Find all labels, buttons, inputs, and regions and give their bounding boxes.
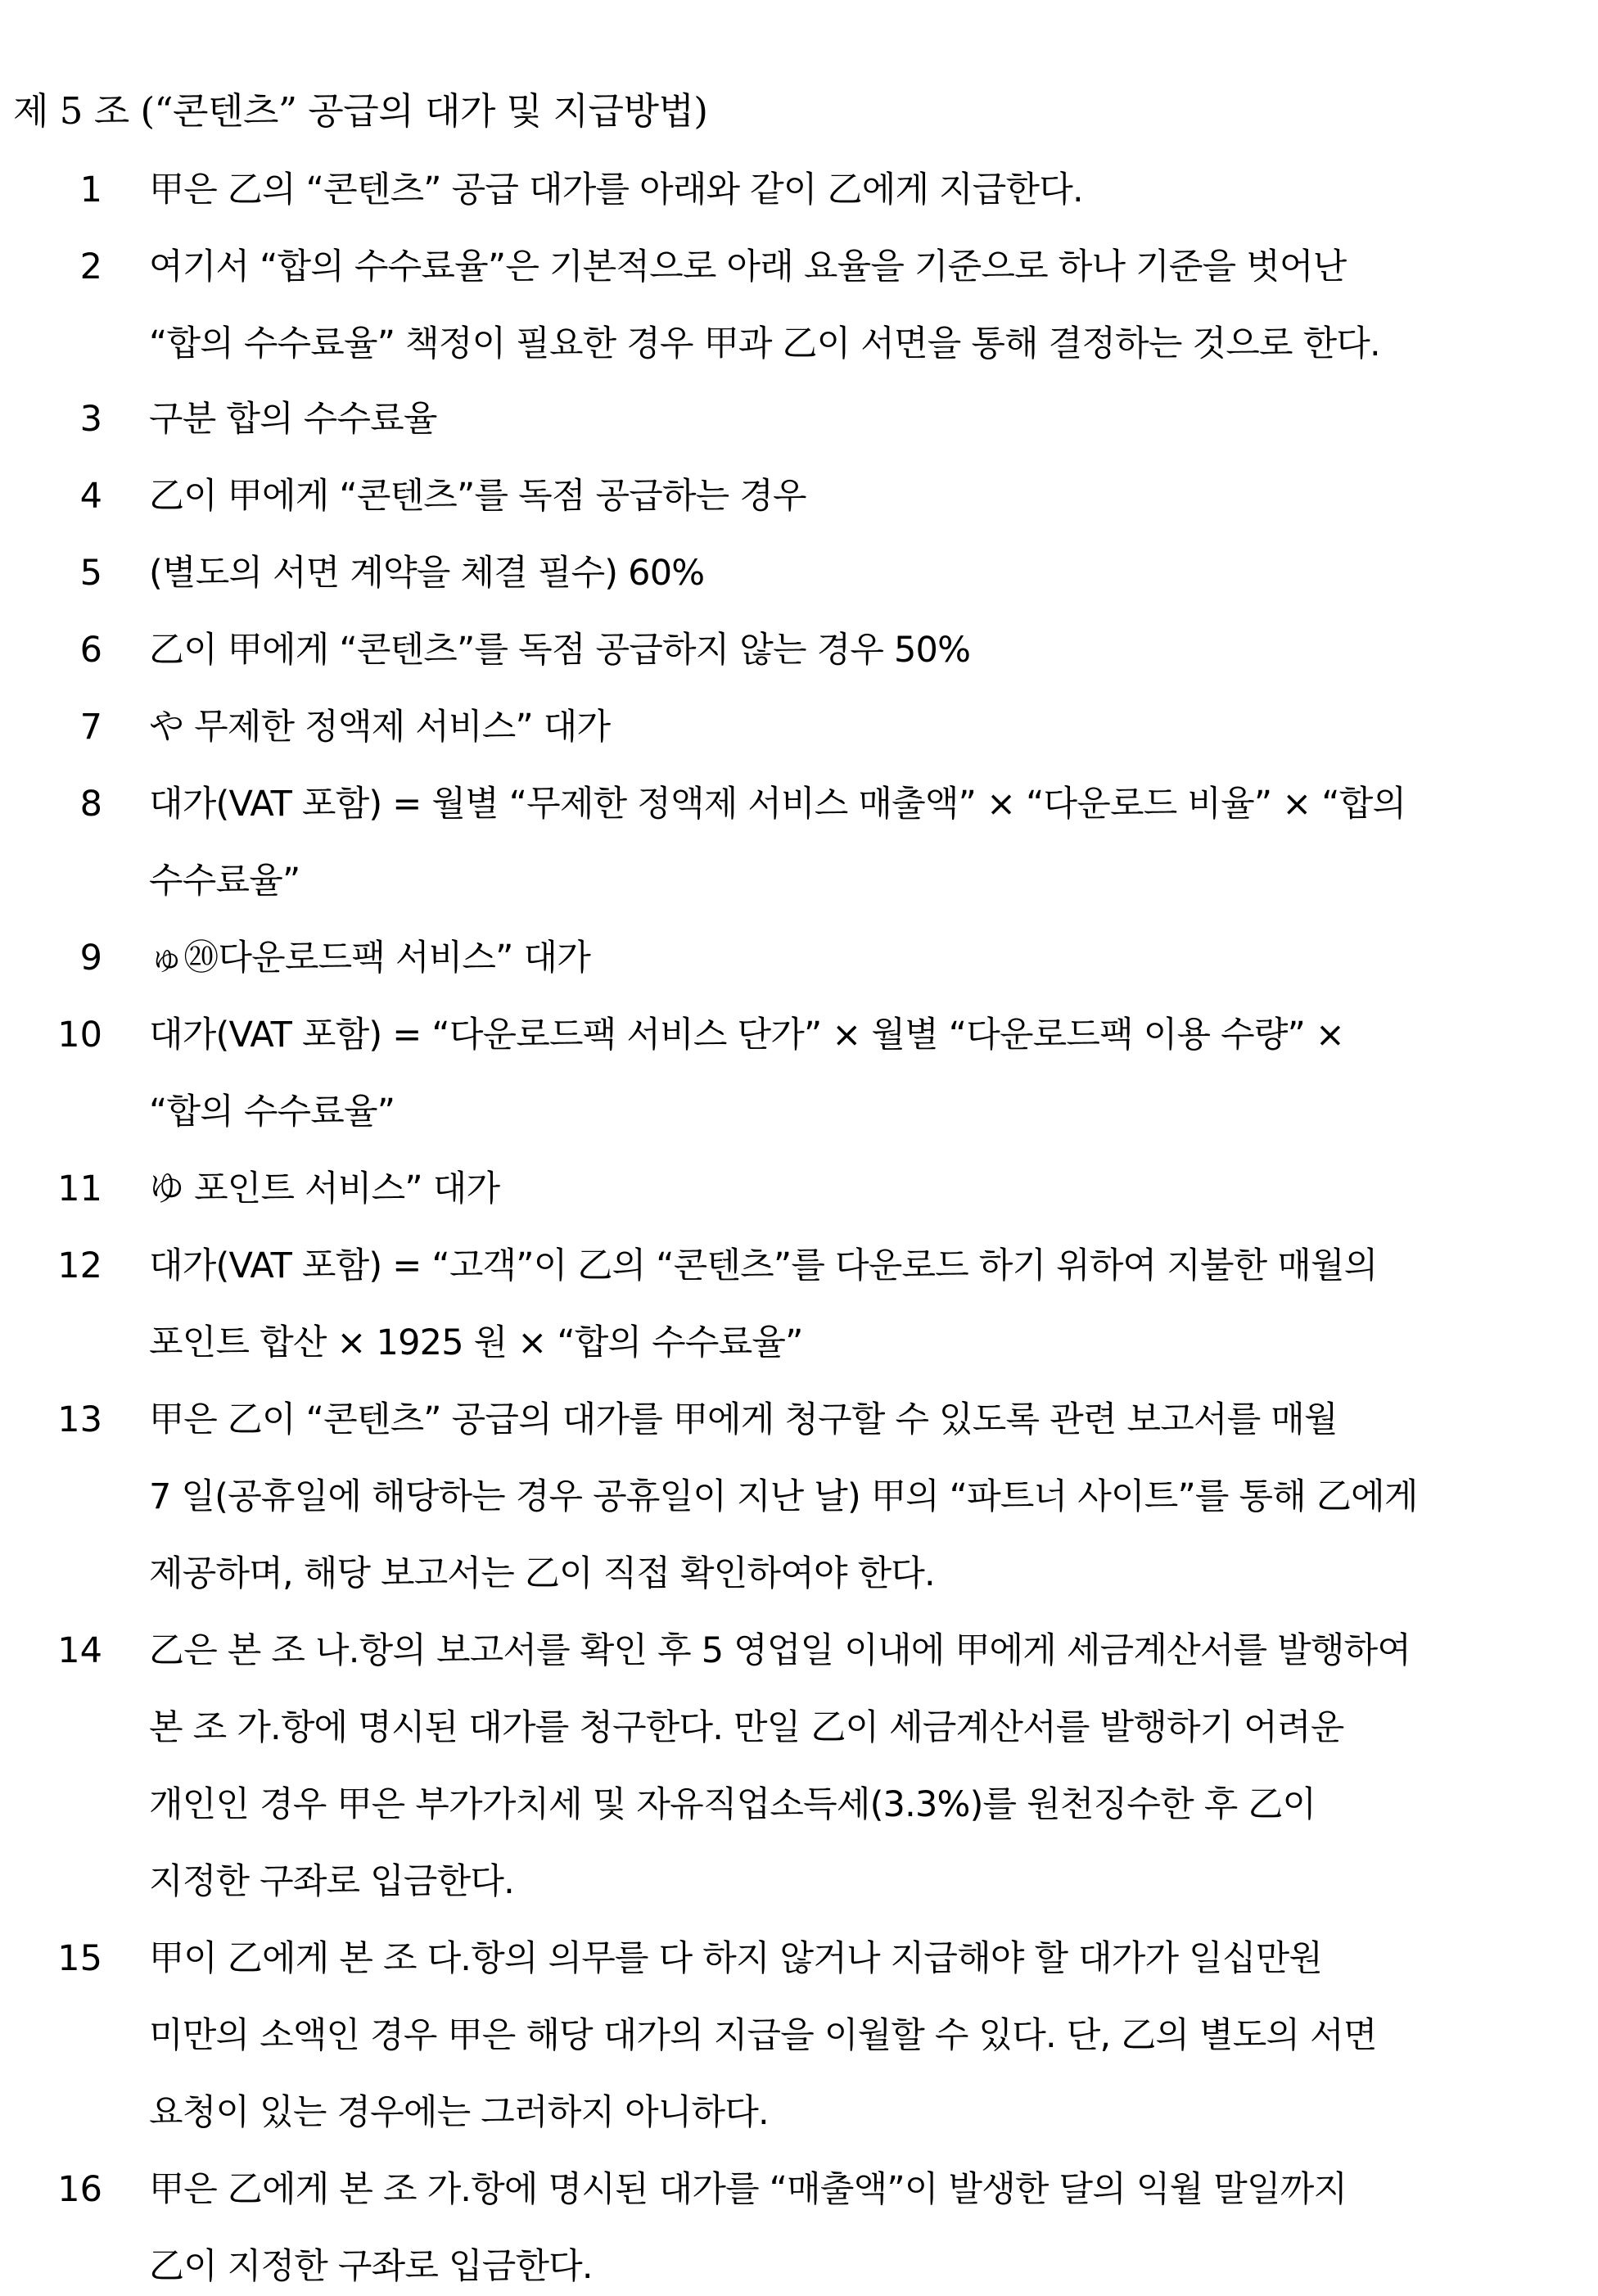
clause-text-line: 지정한 구좌로 입금한다. [149, 1861, 514, 1902]
clause-text-line: 수수료율” [149, 861, 300, 902]
clause-text-line: 여기서 “합의 수수료율”은 기본적으로 아래 요율을 기준으로 하나 기준을 벗어난 [149, 246, 1347, 287]
clause-number: 15 [57, 1938, 102, 1979]
clause-text-line: 미만의 소액인 경우 甲은 해당 대가의 지급을 이월할 수 있다. 단, 乙의 별도의 서면 [149, 2015, 1377, 2056]
clause-text-line: 구분 합의 수수료율 [149, 399, 437, 440]
clause-text-line: 요청이 있는 경우에는 그러하지 아니하다. [149, 2092, 769, 2133]
clause-number: 13 [57, 1399, 102, 1440]
clause-text-line: 乙이 甲에게 “콘텐츠”를 독점 공급하지 않는 경우 50% [149, 630, 971, 671]
clause-text-line: (별도의 서면 계약을 체결 필수) 60% [149, 553, 705, 594]
clause-number: 2 [79, 246, 102, 287]
clause-number: 5 [79, 553, 102, 594]
clause-text-line: 甲은 乙에게 본 조 가.항에 명시된 대가를 “매출액”이 발생한 달의 익월 말일까지 [149, 2169, 1347, 2210]
clause-text-line: ゆ 포인트 서비스” 대가 [149, 1168, 500, 1209]
clause-number: 6 [79, 630, 102, 671]
clause-text-line: 본 조 가.항에 명시된 대가를 청구한다. 만일 乙이 세금계산서를 발행하기 어려운 [149, 1707, 1344, 1748]
clause-number: 4 [79, 476, 102, 517]
clause-text-line: “합의 수수료율” [149, 1092, 395, 1132]
clause-text-line: 甲이 乙에게 본 조 다.항의 의무를 다 하지 않거나 지급해야 할 대가가 일십만원 [149, 1938, 1323, 1979]
clause-text-line: ゅ⑳다운로드팩 서비스” 대가 [149, 938, 590, 979]
clause-text-line: 7 일(공휴일에 해당하는 경우 공휴일이 지난 날) 甲의 “파트너 사이트”를 통해 乙에게 [149, 1476, 1418, 1517]
clause-text-line: 대가(VAT 포함) = 월별 “무제한 정액제 서비스 매출액” × “다운로드 비율” × “합의 [149, 784, 1406, 825]
clause-text-line: 乙이 지정한 구좌로 입금한다. [149, 2246, 593, 2287]
clause-text-line: “합의 수수료율” 책정이 필요한 경우 甲과 乙이 서면을 통해 결정하는 것으로 한다. [149, 323, 1380, 364]
clause-text-line: や 무제한 정액제 서비스” 대가 [149, 707, 611, 748]
clause-text-line: 개인인 경우 甲은 부가가치세 및 자유직업소득세(3.3%)를 원천징수한 후 乙이 [149, 1784, 1316, 1825]
clause-number: 16 [57, 2169, 102, 2210]
clause-number: 12 [57, 1245, 102, 1286]
clause-text-line: 乙이 甲에게 “콘텐츠”를 독점 공급하는 경우 [149, 476, 806, 517]
clause-number: 7 [79, 707, 102, 748]
clause-number: 1 [79, 169, 102, 210]
clause-number: 10 [57, 1015, 102, 1055]
clause-number: 11 [57, 1168, 102, 1209]
clause-text-line: 甲은 乙의 “콘텐츠” 공급 대가를 아래와 같이 乙에게 지급한다. [149, 169, 1083, 210]
clause-text-line: 甲은 乙이 “콘텐츠” 공급의 대가를 甲에게 청구할 수 있도록 관련 보고서를 매월 [149, 1399, 1338, 1440]
clause-text-line: 포인트 합산 × 1925 원 × “합의 수수료율” [149, 1322, 803, 1363]
clause-text-line: 대가(VAT 포함) = “고객”이 乙의 “콘텐츠”를 다운로드 하기 위하여 지불한 매월의 [149, 1245, 1378, 1286]
clause-text-line: 乙은 본 조 나.항의 보고서를 확인 후 5 영업일 이내에 甲에게 세금계산서를 발행하여 [149, 1630, 1411, 1671]
clause-number: 8 [79, 784, 102, 825]
clause-text-line: 제공하며, 해당 보고서는 乙이 직접 확인하여야 한다. [149, 1553, 935, 1594]
clause-number: 9 [79, 938, 102, 979]
clause-number: 14 [57, 1630, 102, 1671]
clause-text-line: 대가(VAT 포함) = “다운로드팩 서비스 단가” × 월별 “다운로드팩 이용 수량” × [149, 1015, 1345, 1055]
clause-number: 3 [79, 399, 102, 440]
article-title: 제 5 조 (“콘텐츠” 공급의 대가 및 지급방법) [13, 89, 708, 133]
